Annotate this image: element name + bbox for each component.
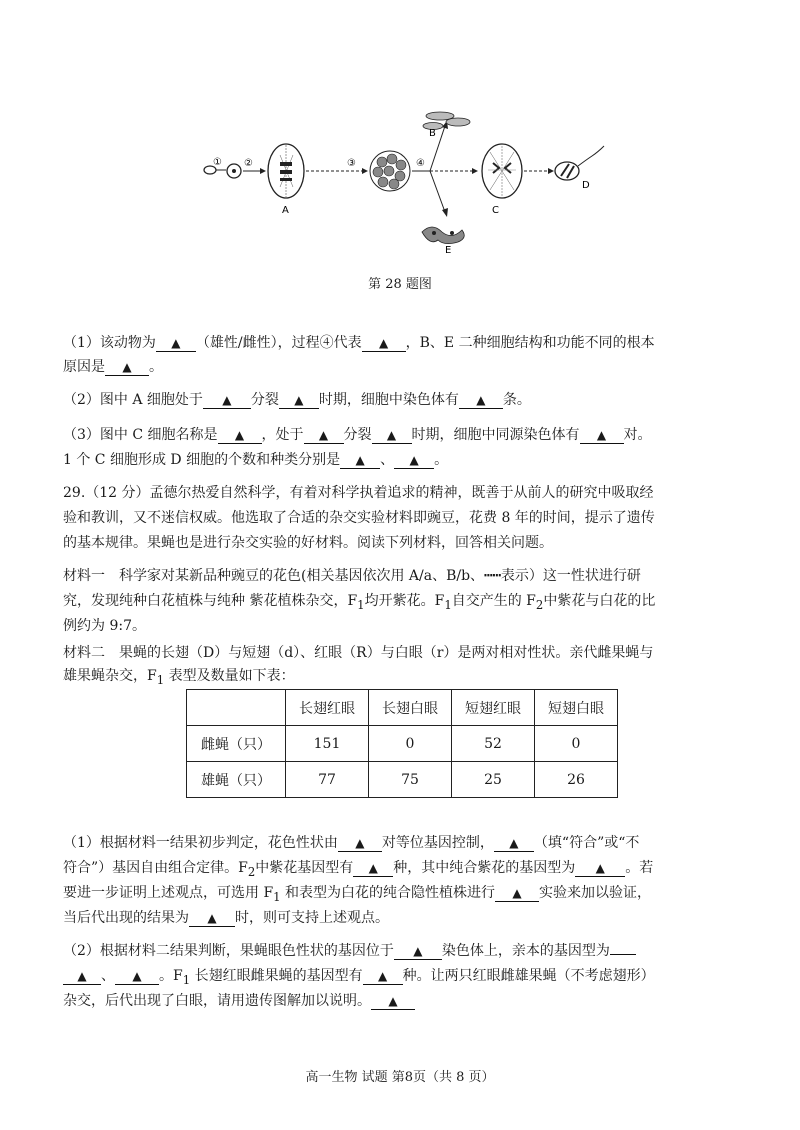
table-cell: 52 [452,726,535,762]
answer-blank[interactable]: ▲ [495,885,539,902]
answer-blank[interactable]: ▲ [218,427,262,444]
q29-intro-line2: 验和教训，又不迷信权威。他选取了合适的杂交实验材料即豌豆，花费 8 年的时间，提示了遗传 [63,510,655,526]
answer-blank[interactable]: ▲ [203,392,251,409]
table-cell: 0 [369,726,452,762]
q29-part2-line3: 杂交，后代出现了白眼，请用遗传图解加以说明。 ▲ [63,991,415,1011]
table-row [187,726,618,762]
q28-part3-line2: 1 个 C 细胞形成 D 细胞的个数和种类分别是 ▲ 、 ▲ 。 [63,452,449,468]
q28-part1-line1: （1）该动物为 ▲ （雄性/雌性），过程④代表 ▲ ，B、E 二种细胞结构和功能不同的根本 [63,335,655,351]
cell-C-shape [482,144,522,198]
q29-part1-line3: 要进一步证明上述观点，可选用 $F_1$ 和表型为白花的纯合隐性植株进行 ▲ 实验来加以验证， [63,885,652,904]
q29-part1-line2: 符合”）基因自由组合定律。$F_2$中紫花基因型有 ▲ 种，其中纯合紫花的基因型为 ▲ 。若 [63,860,654,879]
answer-blank[interactable]: ▲ [459,392,503,409]
answer-blank[interactable]: ▲ [189,910,235,927]
f1-phenotype-table [186,689,618,798]
answer-blank[interactable]: ▲ [371,993,415,1010]
q29-part2-line1: （2）根据材料二结果判断，果蝇眼色性状的基因位于 ▲ 染色体上，亲本的基因型为 [63,941,636,961]
answer-blank[interactable]: ▲ [279,392,319,409]
table-cell: 0 [535,726,618,762]
answer-blank[interactable] [610,954,636,955]
table-row [187,762,618,798]
material1-line3: 例约为 9:7。 [63,618,146,634]
table-header-row [187,690,618,726]
table-cell: 26 [535,762,618,798]
table-header-cell: 长翅白眼 [369,690,452,726]
table-header-cell [187,690,286,726]
page-footer: 高一生物 试题 第8页（共 8 页） [305,1070,495,1085]
answer-blank[interactable]: ▲ [338,835,382,852]
cell-division-diagram [190,100,620,258]
cell-cluster-shape [370,151,410,191]
q28-part2: （2）图中 A 细胞处于 ▲ 分裂 ▲ 时期，细胞中染色体有 ▲ 条。 [63,392,531,408]
table-cell: 25 [452,762,535,798]
table-cell: 75 [369,762,452,798]
answer-blank[interactable]: ▲ [353,860,393,877]
table-row-label: 雄蝇（只） [187,762,286,798]
table-header-cell: 短翅白眼 [535,690,618,726]
q28-part1-line2: 原因是 ▲ 。 [63,359,163,375]
answer-blank[interactable]: ▲ [105,359,149,376]
q29-intro-line3: 的基本规律。果蝇也是进行杂交实验的好材料。阅读下列材料，回答相关问题。 [63,535,553,551]
material2-line1: 材料二 果蝇的长翅（D）与短翅（d）、红眼（R）与白眼（r）是两对相对性状。亲代雌果蝇与 [63,645,654,661]
step3-label: ③ [347,158,356,169]
answer-blank[interactable]: ▲ [115,968,159,985]
answer-blank[interactable]: ▲ [340,452,380,469]
q29-intro-line1: 29.（12 分）孟德尔热爱自然科学，有着对科学执着追求的精神，既善于从前人的研究中吸取经 [63,485,654,501]
q29-part1-line4: 当后代出现的结果为 ▲ 时，则可支持上述观点。 [63,910,389,926]
cell-E-label: E [445,245,452,256]
q29-part1-line1: （1）根据材料一结果初步判定，花色性状由 ▲ 对等位基因控制， ▲ （填“符合”或“不 [63,835,640,851]
q28-part3-line1: （3）图中 C 细胞名称是 ▲ ，处于 ▲ 分裂 ▲ 时期，细胞中同源染色体有 ▲ 对。 [63,427,652,443]
material1-line1: 材料一 科学家对某新品种豌豆的花色(相关基因依次用 A/a、B/b、┅┅表示）这一性状进行研 [63,568,641,584]
cell-A-shape [268,144,304,198]
table-cell: 151 [286,726,369,762]
cell-E-shape [422,227,464,244]
answer-blank[interactable]: ▲ [575,860,625,877]
answer-blank[interactable]: ▲ [362,335,406,352]
answer-blank[interactable]: ▲ [363,968,403,985]
cell-A-label: A [282,205,289,216]
answer-blank[interactable]: ▲ [156,335,196,352]
material2-line2: 雄果蝇杂交，$F_1$ 表型及数量如下表： [63,668,295,687]
answer-blank[interactable]: ▲ [304,427,344,444]
answer-blank[interactable]: ▲ [494,835,534,852]
cell-B-label: B [429,128,436,139]
table-header-cell: 长翅红眼 [286,690,369,726]
answer-blank[interactable]: ▲ [580,427,624,444]
q29-part2-line2: ▲ 、 ▲ 。$F_1$ 长翅红眼雌果蝇的基因型有 ▲ 种。让两只红眼雌雄果蝇（不考虑翅形） [63,966,655,990]
answer-blank[interactable]: ▲ [63,968,101,985]
cell-D-label: D [582,180,590,191]
answer-blank[interactable]: ▲ [372,427,412,444]
cell-C-label: C [492,205,499,216]
step1-label: ① [213,157,222,168]
cell-D-shape [555,146,604,180]
step4-label: ④ [416,158,425,169]
table-header-cell: 短翅红眼 [452,690,535,726]
answer-blank[interactable]: ▲ [394,452,434,469]
answer-blank[interactable]: ▲ [394,943,442,960]
figure-caption: 第 28 题图 [368,277,432,292]
material1-line2: 究，发现纯种白花植株与纯种 紫花植株杂交，$F_1$均开紫花。$F_1$自交产生的 $F_2$中紫花与白花的比 [63,593,656,612]
step2-label: ② [244,158,253,169]
table-cell: 77 [286,762,369,798]
table-row-label: 雌蝇（只） [187,726,286,762]
